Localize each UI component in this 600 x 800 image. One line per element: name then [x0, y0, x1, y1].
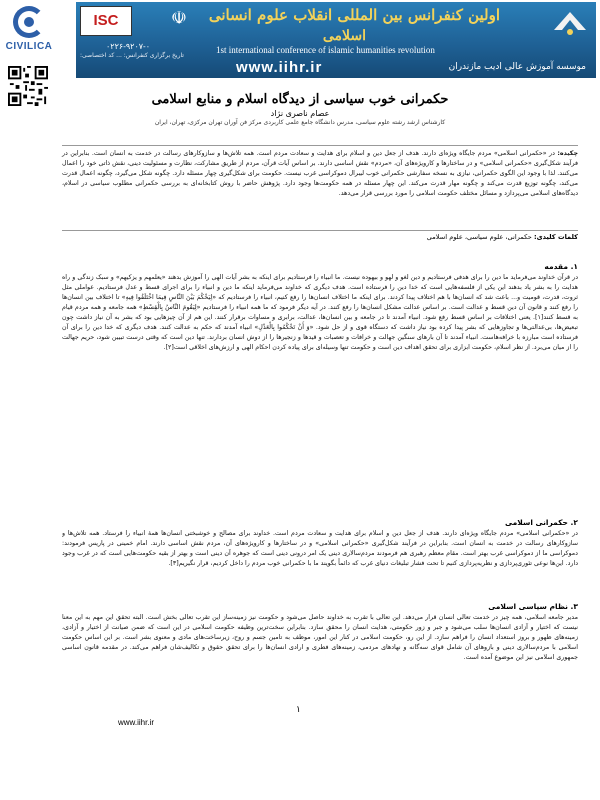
conference-website: www.iihr.ir: [236, 59, 323, 76]
iran-emblem-icon: ☫: [170, 8, 188, 29]
keywords: [62, 233, 578, 241]
paper-title: حکمرانی خوب سیاسی از دیدگاه اسلام و منابع اسلامی: [151, 92, 449, 107]
keywords-label: کلمات کلیدی:: [533, 233, 578, 241]
conference-title-fa-line2: اسلامی: [322, 28, 366, 44]
conference-subline: تاریخ برگزاری کنفرانس: ... کد اختصاصی:: [80, 52, 184, 59]
section-heading: ۱. مقدمه: [544, 262, 578, 271]
institute-name: موسسه آموزش عالی ادیب مازندران: [448, 62, 586, 72]
civilica-logo-text: CIVILICA: [5, 41, 53, 52]
abstract-label: چکیده:: [557, 150, 578, 157]
abstract-box: [62, 145, 578, 231]
section-introduction: [62, 262, 578, 513]
section-heading: ۲. حکمرانی اسلامی: [505, 518, 578, 527]
conference-title-fa: اولین کنفرانس بین المللی انقلاب علوم انسانی: [208, 6, 500, 24]
paper-affiliation: کارشناس ارشد رشته علوم سیاسی، مدرس دانشگاه جامع علمی کاربردی مرکز فن آوران تهران مرکزی، تهران، ایران: [154, 119, 446, 126]
abstract-paragraph: [62, 149, 578, 199]
abstract-text: در «حکمرانی اسلامی» مردم جایگاه ویژه‌ای دارند. هدف از جعل دین و اسلام برای هدایت و سعادت مردم است. همه تلاش‌ها و سازوکارهای رسالت در خدمت به انسان است. بنابراین در فرآیند شکل‌گیری «حکمرانی اسلامی» و در ساختارها و کارویژه‌های آن، «مردم» نقش اساسی دارند. بر اساس آیات قرآن، مردم از طریق مشارکت، نظارت و مسئولیت دینی، نقش ذاتی خود را اعمال می‌کنند. لذا با وجود این الگوی حکمرانی، نیازی به نسخه سفارشی حکمرانی خوب لیبرال دموکراسی غرب نیست. حکومت برای شکل‌گیری چهار مسئله دارد. چگونه شکل می‌گیرد، چگونه اعمال قدرت می‌کند، چگونه توزیع قدرت می‌کند و چگونه مهار قدرت می‌کند. این چهار مسئله در همه حکومت‌ها وجود دارد. پژوهش حاضر با روش کتابخانه‌ای به بررسی حکمرانی مطلوب سیاسی در اسلام، دیدگاه‌های اسلامی می‌پردازد و مسائل مختلف حکومت اسلامی را مورد بررسی قرار می‌دهد.: [62, 150, 578, 197]
civilica-logo-icon: [13, 6, 45, 38]
section-text: در «حکمرانی اسلامی» مردم جایگاه ویژه‌ای دارند. هدف از جعل دین و اسلام برای هدایت و سعادت مردم است. خداوند برای مصالح و خوشبختی انسان‌ها همهٔ انبیاء را فرستاد. همه تلاش‌ها و سازوکارهای رسالت در خدمت به انسان است. بنابراین در فرآیند شکل‌گیری «حکمرانی اسلامی» و در ساختارها و کارویژه‌های آن، مردم نقش اساسی دارند. امام خمینی در پاریس فرمودند: دموکراسی ما از دموکراسی غرب بهتر است. مقام معظم رهبری هم فرمودند مردم‌سالاری دینی یک امر درونی دینی است که جوهره آن دینی است و بهتر از بقیه حکومت‌هایی است که در غرب وجود دارد. این‌ها نوعی تئوری‌پردازی و نظریه‌پردازی کنیم تا تحت فشار تبلیغات دنیای غرب که دائماً بگویند ما با حکمرانی خوب مردم را داخل کردیم، قرار نگیریم[۳].: [62, 530, 578, 567]
section-islamic-governance: [62, 518, 578, 591]
section-text: مدیر جامعه اسلامی، همه چیز در خدمت تعالی انسان قرار می‌دهد. این تعالی با تقرب به خداوند حاصل می‌شود و حکومت نیز زمینه‌ساز این تقرب تعالی بخش است. البته تحقق این مهم به این معنا نیست که اختیار و آزادی انسان‌ها سلب می‌شود و جبر و زور حکومتی، هدایت انسان را محقق سازد. بنابراین سخت‌ترین وظیفه حکومت اسلامی در این است که ضمن صیانت از اختیار و آزادی، زمینه‌های ظهور و بروز استعداد انسان را فراهم سازد. از این رو، حکومت اسلامی در کنار این امور، موظف به تامین جسم و روح، زیرساخت‌های مادی و معنوی بشر است. بر این اساس حکومت اسلامی با مردم‌سالاری دینی و بازوهای آن شامل قوای سه‌گانه و نهادهای مردمی، زمینه‌های فطری و ارادی انسان‌ها را برای تحقق حقوق و تکالیف‌شان فراهم می‌کند. در مقدمه قانون اساسی جمهوری اسلامی نیز این موضوع آمده است.: [62, 614, 578, 661]
qr-code-icon: [8, 66, 48, 106]
conference-phone: ۰۲۲۶-۹۲۰۷-۰: [106, 42, 150, 51]
section-heading: ۳. نظام سیاسی اسلامی: [488, 602, 578, 611]
isc-logo: ISC: [80, 6, 132, 36]
civilica-logo: [2, 6, 56, 58]
conference-title-en: 1st international conference of islamic humanities revolution: [216, 45, 435, 55]
section-text: در قرآن خداوند می‌فرماید ما دین را برای هدفی فرستادیم و دین لغو و لهو و بیهوده نیست. ما انبیاء را فرستادیم برای اینکه به بشر آیات الهی را آموزش بدهند «یعلمهم و یزکیهم» و سبک زندگی و راه هدایت را به بشر یاد بدهند این یکی از فلسفه‌هایی است که خدا دین را فرستاده است. هدف دیگری که خداوند می‌فرماید اینکه ما دین و انبیاء را برای اجرای قسط و عدل فرستادیم. عواملی مثل ثروت، قدرت، قومیت و... باعث شد که انسان‌ها با هم اختلاف پیدا کردند. برای اینکه ما اختلاف انسان‌ها را رفع کنیم، انبیاء را فرستادیم که «لِیَحْکُمَ بَیْنَ النَّاسِ فِیمَا اخْتَلَفُوا فِیهِ» تا اختلاف بین انسان‌ها را رفع کنند و قانون آن دین قسط و عدالت است. بر اساس عدالت مشکل انسان‌ها را رفع کنند. در آیه دیگر فرمود که ما همه انبیاء را فرستادیم «لِیَقُومَ النَّاسُ بِالْقِسْطِ» همه جامعه و همه مردم قیام به قسط کنند[۱]. یعنی اختلافات بر اساس قسط رفع شود. انبیاء آمدند تا در جامعه و بین انسان‌ها، عدالت، برابری و مساوات برقرار کنند. این هم از آن چیزهایی بود که بشر به آن نیاز داشت چون تبعیض‌ها، بی‌عدالتی‌ها و تجاوزهایی که بشر پیدا کرده بود نیاز داشت که دستگاه قوی و از حل شود. «وَ أَنْ تَحْکُمُوا بِالْعَدْلِ» انبیاء آمدند که حکم به عدالت کنند. هدف دیگری که خدا دین را برای آن فرستاده است مبارزه با خرافه‌هاست. انبیاء آمدند تا آن بارهای سنگین جهالت و خرافات و تعصبات و قیدها و زنجیرها را از دوش انسان بردارند. تنها دین است که وقتی درست تبیین شود، حریم جهالت را از میان می‌برد. از نظر اسلام، حکومت ابزاری برای تحقق اهداف دین است و حکومت تنها وسیله‌ای برای پیاده کردن احکام الهی و ارزش‌های اخلاقی است[۲].: [62, 274, 578, 351]
institute-logo-icon: [550, 8, 590, 38]
page-number: ۱: [296, 705, 301, 715]
conference-banner: [76, 2, 596, 78]
section-political-system: [62, 602, 578, 695]
footer-website: www.iihr.ir: [118, 718, 155, 727]
keywords-text: حکمرانی، علوم سیاسی، علوم اسلامی: [426, 233, 532, 241]
paper-author: عصام ناصری نژاد: [270, 109, 330, 118]
